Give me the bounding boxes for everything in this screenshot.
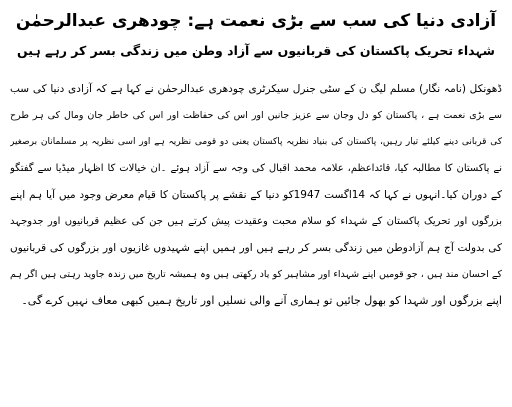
- body-line: سے بڑی نعمت ہے ، پاکستان کو دل وجان سے عزیز جانیں اور اس کی حفاظت اور اس کی خاطر جان ومال کی ہر طرح: [10, 109, 502, 121]
- body-line: کے دوران کیا۔انہوں نے کہا کہ 14اگست 1947کو دنیا کے نقشے پر پاکستان کا قیام معرض وجود میں آیا ہم اپنے: [10, 189, 502, 201]
- article-body: [10, 76, 502, 315]
- body-line: بزرگوں اور تحریک پاکستان کے شہداء کو سلام محبت وعقیدت پیش کرتے ہیں جن کی عظیم قربانیوں اور جدوجہد: [10, 215, 502, 227]
- headline: آزادی دنیا کی سب سے بڑی نعمت ہے: چودھری عبدالرحمٰن: [15, 11, 497, 31]
- body-line: ڈھونکل (نامہ نگار) مسلم لیگ ن کے سٹی جنرل سیکرٹری چودھری عبدالرحمٰن نے کہا ہے کہ آزادی دنیا کی سب: [10, 83, 502, 95]
- body-line: کے احسان مند ہیں ، جو قومیں اپنے شہداء اور مشاہیر کو یاد رکھتی ہیں وہ ہمیشہ تاریخ میں زندہ جاوید رہتی ہیں اگر ہم: [10, 268, 502, 280]
- body-line: اپنے بزرگوں اور شہدا کو بھول جائیں تو ہماری آنے والی نسلیں اور تاریخ ہمیں کبھی معاف نہیں کرے گی۔: [21, 294, 502, 307]
- subheadline: شہداء تحریک پاکستان کی قربانیوں سے آزاد وطن میں زندگی بسر کر رہے ہیں: [17, 43, 495, 58]
- body-line: کی قربانی دینے کیلئے تیار رہیں، پاکستان کی بنیاد نظریہ پاکستان یعنی دو قومی نظریہ ہے اور اسی نظریہ پر مسلمانان برصغیر: [10, 137, 502, 147]
- body-line: نے پاکستان کا مطالبہ کیا، قائداعظم، علامہ محمد اقبال کی وجہ سے آزاد ہوئے ۔ان خیالات کا اظہار میڈیا سے گفتگو: [10, 162, 502, 174]
- body-line: کی بدولت آج ہم آزادوطن میں زندگی بسر کر رہے ہیں اور ہمیں اپنے شہیدوں غازیوں اور بزرگوں کی قربانیوں: [10, 242, 502, 254]
